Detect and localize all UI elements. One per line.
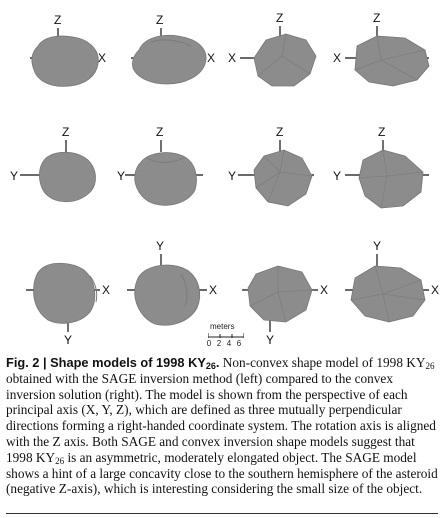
scale-title: meters bbox=[210, 322, 235, 331]
caption-text-1: Non-convex shape model of 1998 KY bbox=[219, 355, 426, 370]
shape-panel-graphic bbox=[0, 240, 111, 350]
axis-label-up: Z bbox=[276, 11, 284, 25]
axis-label-up: Z bbox=[276, 125, 284, 139]
asteroid-shape bbox=[32, 36, 98, 86]
axis-label-side: X bbox=[209, 283, 218, 297]
panel-r2-c4 bbox=[333, 120, 444, 230]
asteroid-shape bbox=[39, 152, 95, 202]
axis-label-side: Y bbox=[228, 169, 237, 183]
asteroid-shape bbox=[135, 153, 197, 206]
axis-label-side: X bbox=[98, 51, 107, 65]
asteroid-shape bbox=[248, 266, 312, 322]
asteroid-shape bbox=[34, 263, 95, 323]
scale-bar-graphic bbox=[208, 333, 244, 338]
shape-panel-graphic bbox=[111, 0, 222, 110]
panel-r2-c2 bbox=[111, 120, 222, 230]
caption-sub-2: 26 bbox=[55, 455, 65, 466]
axis-label-up: Z bbox=[62, 125, 70, 139]
axis-label-side: Y bbox=[10, 169, 19, 183]
scale-tick: 6 bbox=[236, 339, 242, 348]
shape-panel-graphic bbox=[333, 240, 444, 350]
axis-label-side: X bbox=[431, 283, 440, 297]
caption-sub-1: 26 bbox=[425, 361, 435, 371]
axis-label-down: Y bbox=[64, 333, 73, 347]
axis-label-side: X bbox=[228, 51, 237, 65]
axis-label-side: X bbox=[102, 283, 111, 297]
scale-tick-labels bbox=[204, 339, 254, 348]
scale-tick: 4 bbox=[226, 339, 232, 348]
axis-label-side: Y bbox=[333, 169, 342, 183]
panel-r1-c1 bbox=[0, 0, 111, 110]
asteroid-shape bbox=[351, 266, 425, 322]
panel-r1-c4 bbox=[333, 0, 444, 110]
axis-label-side: X bbox=[333, 51, 342, 65]
caption-text-2: obtained with the SAGE inversion method (left) compared to the convex inversion solution (right). The model is shown from the perspective of each principal axis (X, Y, Z), which are defined as three mutually perpendicular directions forming a right-handed coordinate system. The rotation axis is aligned with the Z axis. Both SAGE and convex inversion shape models suggest that 1998 KY bbox=[6, 370, 436, 465]
axis-label-up: Z bbox=[156, 13, 164, 27]
panel-r3-c1 bbox=[0, 240, 111, 350]
asteroid-shape bbox=[254, 150, 312, 206]
axis-label-up: Z bbox=[156, 125, 164, 139]
panel-r2-c1 bbox=[0, 120, 111, 230]
axis-label-side: X bbox=[207, 51, 216, 65]
scale-tick: 2 bbox=[216, 339, 222, 348]
panel-r1-c3 bbox=[222, 0, 333, 110]
caption-text-3: is an asymmetric, moderately elongated object. The SAGE model shows a hint of a large concavity close to the southern hemisphere of the asteroid (negative Z-axis), which is interesting considering the small size of the object. bbox=[6, 449, 438, 497]
asteroid-shape bbox=[132, 35, 206, 84]
asteroid-shape bbox=[359, 150, 423, 208]
scale-bar bbox=[200, 322, 260, 350]
panel-r2-c3 bbox=[222, 120, 333, 230]
shape-panel-graphic bbox=[111, 120, 222, 230]
caption-label: Fig. 2 | Shape models of 1998 $KY_{26}$. bbox=[6, 355, 220, 371]
shape-panel-graphic bbox=[333, 0, 444, 110]
figure-caption bbox=[6, 355, 440, 497]
shape-panel-graphic bbox=[333, 120, 444, 230]
panel-r3-c4 bbox=[333, 240, 444, 350]
axis-label-up: Y bbox=[156, 239, 165, 253]
axis-label-up: Z bbox=[373, 11, 381, 25]
asteroid-shape bbox=[254, 34, 316, 86]
asteroid-shape bbox=[355, 36, 429, 86]
panel-r1-c2 bbox=[111, 0, 222, 110]
axis-label-up: Y bbox=[373, 239, 382, 253]
axis-label-side: X bbox=[320, 283, 329, 297]
axis-label-up: Z bbox=[54, 13, 62, 27]
axis-label-down: Y bbox=[266, 333, 275, 347]
axis-label-side: Y bbox=[117, 169, 126, 183]
caption-bottom-rule bbox=[6, 513, 438, 514]
asteroid-shape bbox=[135, 265, 200, 325]
scale-tick: 0 bbox=[206, 339, 212, 348]
axis-label-up: Z bbox=[378, 125, 386, 139]
